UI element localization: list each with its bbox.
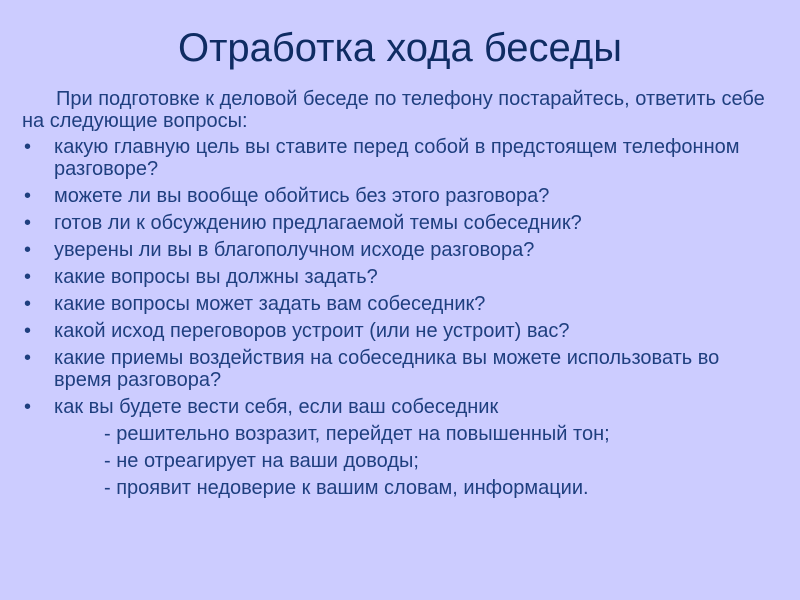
bullet-icon: •	[24, 266, 32, 288]
list-item-text: можете ли вы вообще обойтись без этого разговора?	[54, 185, 550, 207]
list-item-text: уверены ли вы в благополучном исходе разговора?	[54, 239, 535, 261]
list-item	[22, 347, 782, 391]
bullet-icon: •	[24, 212, 32, 234]
list-item	[22, 136, 782, 180]
list-item-text: какие вопросы может задать вам собеседник?	[54, 293, 486, 315]
bullet-icon: •	[24, 185, 32, 207]
list-item-text: какую главную цель вы ставите перед собой в предстоящем телефонном разговоре?	[54, 136, 740, 180]
list-item	[22, 320, 782, 342]
sub-item: - проявит недоверие к вашим словам, информации.	[104, 477, 589, 499]
bullet-icon: •	[24, 320, 32, 342]
list-item-text: как вы будете вести себя, если ваш собеседник	[54, 396, 499, 418]
list-item-text: готов ли к обсуждению предлагаемой темы собеседник?	[54, 212, 582, 234]
sub-item: - не отреагирует на ваши доводы;	[104, 450, 419, 472]
bullet-icon: •	[24, 347, 32, 369]
list-item	[22, 212, 782, 234]
list-item	[22, 239, 782, 261]
question-list	[22, 136, 782, 418]
bullet-icon: •	[24, 239, 32, 261]
list-item	[22, 293, 782, 315]
list-item-text: какие приемы воздействия на собеседника вы можете использовать во время разговора?	[54, 347, 720, 391]
slide-title: Отработка хода беседы	[177, 26, 623, 70]
list-item	[22, 396, 782, 418]
list-item-text: какие вопросы вы должны задать?	[54, 266, 378, 288]
bullet-icon: •	[24, 396, 32, 418]
bullet-icon: •	[24, 293, 32, 315]
list-item	[22, 185, 782, 207]
bullet-icon: •	[24, 136, 32, 158]
slide-body	[22, 88, 782, 504]
list-item	[22, 266, 782, 288]
intro-text: При подготовке к деловой беседе по телефону постарайтесь, ответить себе на следующие вопросы:	[22, 88, 765, 132]
list-item-text: какой исход переговоров устроит (или не устроит) вас?	[54, 320, 570, 342]
sub-item: - решительно возразит, перейдет на повышенный тон;	[104, 423, 610, 445]
